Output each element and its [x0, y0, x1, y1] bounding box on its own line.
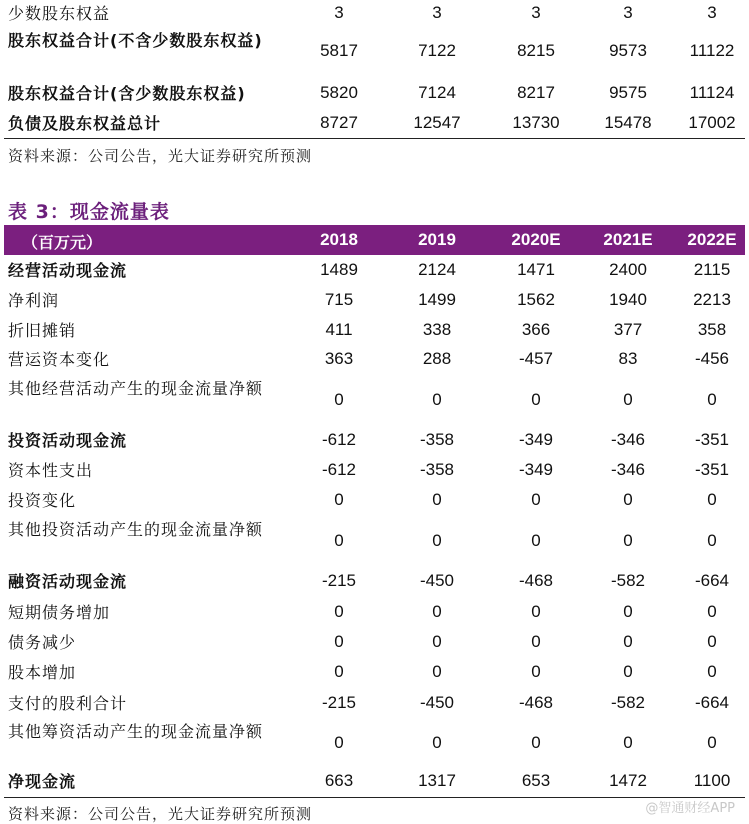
cell: -349: [518, 460, 554, 479]
cell: 0: [623, 490, 633, 509]
row-label: 债务减少: [8, 633, 77, 652]
cell: 663: [324, 771, 354, 790]
row-label: 少数股东权益: [8, 4, 111, 23]
cell: 653: [521, 771, 551, 790]
year-header: 2020E: [511, 230, 561, 249]
cell: 0: [531, 531, 541, 550]
cell: 5817: [320, 41, 358, 60]
cell: 1489: [320, 260, 358, 279]
table-title: 表 3：现金流量表: [8, 201, 170, 223]
cell: 715: [324, 290, 354, 309]
cell: -346: [610, 460, 646, 479]
row-label: 融资活动现金流: [8, 572, 128, 591]
cell: 3: [334, 3, 344, 22]
row-label: 资本性支出: [8, 461, 94, 480]
cell: -450: [419, 571, 455, 590]
row-label: 其他筹资活动产生的现金流量净额: [8, 722, 264, 741]
cell: 17002: [688, 113, 736, 132]
watermark: @智通财经APP: [645, 801, 735, 816]
cell: 0: [531, 602, 541, 621]
table-bottom-rule: [4, 797, 745, 798]
cell: 0: [531, 390, 541, 409]
cell: 1317: [418, 771, 456, 790]
cell: 0: [531, 632, 541, 651]
cell: -582: [610, 571, 646, 590]
table-header: [4, 225, 745, 255]
cell: -351: [694, 460, 730, 479]
source-note: 资料来源：公司公告，光大证券研究所预测: [8, 805, 313, 823]
cell: 9575: [609, 83, 647, 102]
cell: 1499: [418, 290, 456, 309]
cell: 0: [707, 602, 717, 621]
cell: -358: [419, 430, 455, 449]
cell: 8215: [517, 41, 555, 60]
row-label: 其他经营活动产生的现金流量净额: [8, 379, 264, 398]
cell: 0: [531, 662, 541, 681]
cell: 2115: [693, 260, 731, 279]
cell: 377: [613, 320, 643, 339]
year-header: 2019: [418, 230, 456, 249]
row-label: 股本增加: [8, 663, 77, 682]
row-label: 股东权益合计(不含少数股东权益): [8, 31, 263, 50]
unit-label: （百万元）: [22, 233, 103, 252]
row-label: 投资活动现金流: [8, 431, 128, 450]
cell: 0: [432, 531, 442, 550]
row-label: 支付的股利合计: [8, 694, 128, 713]
cell: 0: [707, 390, 717, 409]
cell: 0: [334, 490, 344, 509]
cell: 0: [334, 733, 344, 752]
row-label: 净利润: [8, 291, 60, 310]
cell: 2400: [609, 260, 647, 279]
cell: 1100: [693, 771, 731, 790]
cell: 288: [422, 349, 452, 368]
cell: 1562: [517, 290, 555, 309]
cell: 0: [334, 662, 344, 681]
cell: 1472: [609, 771, 647, 790]
cell: 0: [623, 632, 633, 651]
cell: 0: [707, 490, 717, 509]
cell: 0: [334, 390, 344, 409]
cell: 11122: [689, 41, 735, 60]
cell: 0: [623, 602, 633, 621]
row-label: 营运资本变化: [8, 350, 111, 369]
cell: 0: [432, 490, 442, 509]
row-label: 短期债务增加: [8, 603, 111, 622]
cell: 0: [432, 390, 442, 409]
cell: -664: [694, 571, 730, 590]
cell: -215: [321, 693, 357, 712]
cell: 13730: [512, 113, 560, 132]
cell: 0: [334, 531, 344, 550]
cell: -351: [694, 430, 730, 449]
cell: -349: [518, 430, 554, 449]
cell: 0: [623, 390, 633, 409]
cell: -468: [518, 693, 554, 712]
cell: 3: [432, 3, 442, 22]
cell: 2124: [418, 260, 456, 279]
cell: -612: [321, 430, 357, 449]
year-header: 2018: [320, 230, 358, 249]
cell: 0: [432, 662, 442, 681]
cell: 7122: [418, 41, 456, 60]
row-label: 股东权益合计(含少数股东权益): [8, 84, 246, 103]
year-header: 2022E: [687, 230, 737, 249]
cell: 8727: [320, 113, 358, 132]
cell: 0: [432, 733, 442, 752]
cell: 5820: [320, 83, 358, 102]
cell: 1940: [609, 290, 647, 309]
row-label: 负债及股东权益总计: [8, 114, 162, 133]
cell: -450: [419, 693, 455, 712]
cell: 2213: [693, 290, 731, 309]
cell: 0: [432, 632, 442, 651]
cell: -358: [419, 460, 455, 479]
cell: 0: [432, 602, 442, 621]
cell: -468: [518, 571, 554, 590]
cell: 0: [334, 602, 344, 621]
cell: 0: [707, 733, 717, 752]
cell: 8217: [517, 83, 555, 102]
row-label: 净现金流: [8, 772, 77, 791]
cell: 15478: [604, 113, 652, 132]
cell: -457: [518, 349, 554, 368]
cell: 3: [531, 3, 541, 22]
row-label: 投资变化: [8, 491, 77, 510]
cell: 0: [707, 662, 717, 681]
cell: 3: [707, 3, 717, 22]
cell: -664: [694, 693, 730, 712]
cell: 338: [422, 320, 452, 339]
cell: 7124: [418, 83, 456, 102]
cell: 366: [521, 320, 551, 339]
cell: 363: [324, 349, 354, 368]
cell: -346: [610, 430, 646, 449]
cell: 0: [531, 490, 541, 509]
cell: 0: [623, 662, 633, 681]
cell: 83: [618, 349, 638, 368]
cell: 0: [707, 531, 717, 550]
cell: 411: [325, 320, 353, 339]
table-bottom-rule: [4, 138, 745, 139]
cell: 0: [531, 733, 541, 752]
cell: 358: [697, 320, 727, 339]
cell: 9573: [609, 41, 647, 60]
cell: 0: [707, 632, 717, 651]
row-label: 其他投资活动产生的现金流量净额: [8, 520, 264, 539]
row-label: 折旧摊销: [8, 321, 77, 340]
cell: 11124: [689, 83, 735, 102]
year-header: 2021E: [603, 230, 653, 249]
row-label: 经营活动现金流: [8, 261, 128, 280]
cell: 0: [334, 632, 344, 651]
cell: 0: [623, 531, 633, 550]
cell: 1471: [517, 260, 555, 279]
cell: -612: [321, 460, 357, 479]
cell: 3: [623, 3, 633, 22]
cell: -456: [694, 349, 730, 368]
source-note: 资料来源：公司公告，光大证券研究所预测: [8, 147, 313, 165]
cell: 0: [623, 733, 633, 752]
cell: -582: [610, 693, 646, 712]
cell: 12547: [413, 113, 461, 132]
cell: -215: [321, 571, 357, 590]
